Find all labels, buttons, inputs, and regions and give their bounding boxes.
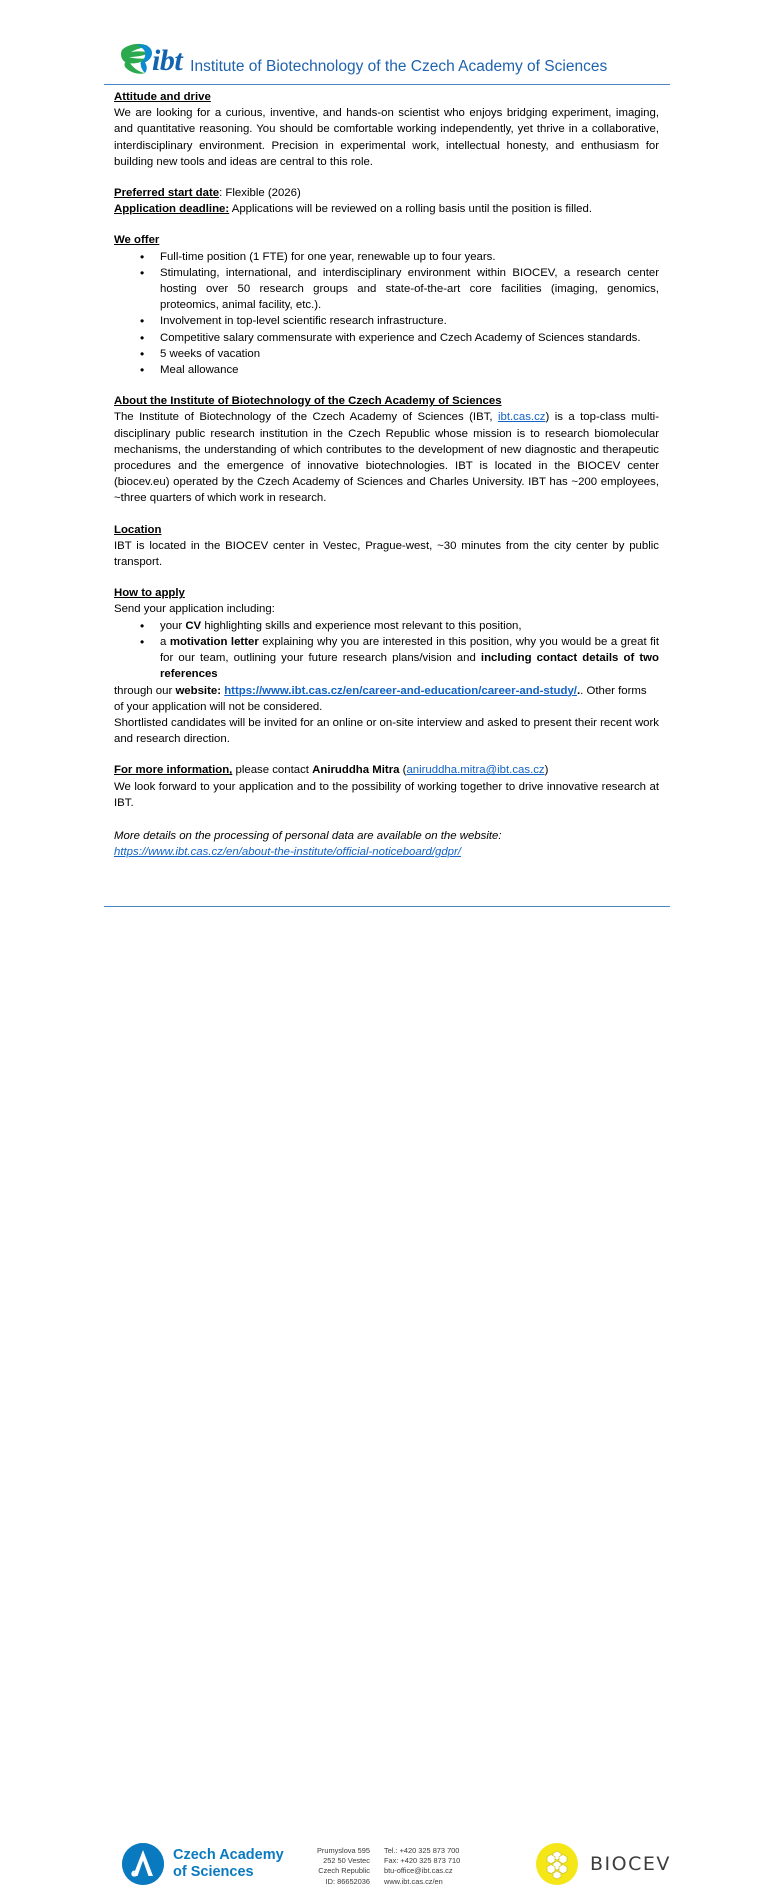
cv-bullet-bold: CV [185,619,202,632]
contact-line-tel: Tel.: +420 325 873 700 [384,1846,460,1855]
motivation-bullet-bold-2: including contact details of two references [160,652,659,681]
address-line: Czech Republic [318,1866,370,1876]
address-line: Prumyslova 595 [317,1846,370,1855]
heading-about-institute: About the Institute of Biotechnology of the Czech Academy of Sciences [114,395,502,408]
paragraph-gdpr-note: More details on the processing of personal data are available on the website: [114,829,502,842]
spacer [114,747,659,762]
cas-wordmark [173,1847,284,1881]
contact-line-fax: Fax: +420 325 873 710 [384,1856,461,1866]
paragraph-shortlisted: Shortlisted candidates will be invited for an online or on-site interview and asked to present their recent work and research direction. [114,716,659,746]
paragraph-through-website [114,683,659,715]
contact-line-email[interactable]: btu-office@ibt.cas.cz [384,1866,453,1876]
spacer [114,217,659,232]
we-offer-list [114,249,659,379]
paren-open: ( [399,764,407,777]
after-url-period: . [576,684,581,697]
header-title: Institute of Biotechnology of the Czech Academy of Sciences [190,57,608,75]
heading-we-offer: We offer [114,234,160,247]
motivation-bullet-mid: explaining why you are interested in this position, why you would be a great fit for our team, outlining your future research plans/vision and [160,635,659,665]
motivation-bullet-pre: a [160,635,170,648]
cv-bullet-post: highlighting skills and experience most relevant to this position, [201,619,522,632]
paragraph-about-body [114,409,659,506]
heading-attitude-and-drive: Attitude and drive [114,91,211,103]
preferred-start-date-line [114,185,659,201]
cas-wordmark-line-2: of Sciences [173,1864,254,1880]
heading-location: Location [114,523,162,536]
list-item: • Full-time position (1 FTE) for one year, renewable up to four years. [114,249,659,265]
footer-address-block [308,1846,460,1887]
how-to-apply-list [114,618,659,683]
czech-academy-of-sciences-logo [122,1843,284,1885]
link-career-and-study[interactable]: https://www.ibt.cas.cz/en/career-and-education/career-and-study/ [224,684,577,697]
paragraph-closing: We look forward to your application and to the possibility of working together to drive innovative research at IBT. [114,780,659,809]
ibt-wordmark: ibt [152,44,183,77]
paragraph-attitude-body: We are looking for a curious, inventive, and hands-on scientist who enjoys bridging experiment, imaging, and quantitative reasoning. You should be comfortable working independently, yet thrive in a collaborative, interdisciplinary environment. Precision in experimental work, intellectual honesty, and enthusiasm for building new tools and ideas are central to this role. [114,107,659,168]
list-item: • Stimulating, international, and interdisciplinary environment within BIOCEV, a research center hosting over 50 research groups and state-of-the-art core facilities (imaging, genomics, proteomics, animal facility, etc.). [114,265,659,314]
preferred-start-date-label: Preferred start date [114,187,220,200]
page-footer [0,918,772,1886]
after-url-text: . Other forms of your application will not be considered. [114,684,647,713]
biocev-emblem-icon [536,1843,578,1885]
website-label: website: [175,684,222,697]
spacer [114,570,659,585]
footer-contact-column [384,1846,460,1887]
cas-emblem-icon [122,1843,164,1885]
application-deadline-label: Application deadline: [114,203,230,216]
address-line: 252 50 Vestec [323,1856,370,1866]
biocev-wordmark: BIOCEV [590,1853,671,1875]
spacer [114,170,659,185]
preferred-start-date-colon: : [219,187,223,200]
more-information-mid: please contact [232,764,313,777]
application-deadline-line [114,201,659,217]
more-information-label: For more information, [114,764,233,777]
spacer [114,811,659,828]
footer-divider [104,906,670,907]
cv-bullet-pre: your [160,619,186,632]
spacer [114,507,659,522]
address-line: ID: 86652036 [325,1876,370,1886]
preferred-start-date-value: Flexible (2026) [222,187,301,200]
about-text-part-1: The Institute of Biotechnology of the Czech Academy of Sciences (IBT, [114,411,498,424]
list-item [114,618,659,634]
page-header [0,0,772,86]
paragraph-send-application-intro: Send your application including: [114,603,275,616]
link-ibt-cas-cz[interactable]: ibt.cas.cz [497,411,546,424]
paren-close: ) [544,764,549,777]
list-item [114,634,659,683]
link-gdpr[interactable]: https://www.ibt.cas.cz/en/about-the-institute/official-noticeboard/gdpr/ [114,846,461,859]
document-body [114,89,659,860]
biocev-logo [536,1843,671,1885]
header-divider [104,84,670,85]
contact-line-web[interactable]: www.ibt.cas.cz/en [384,1876,443,1886]
list-item: • Competitive salary commensurate with experience and Czech Academy of Sciences standards. [114,330,659,346]
through-our-text: through our [114,684,176,697]
paragraph-location-body: IBT is located in the BIOCEV center in Vestec, Prague-west, ~30 minutes from the city center by public transport. [114,539,659,569]
link-contact-email[interactable]: aniruddha.mitra@ibt.cas.cz [406,764,545,777]
about-text-part-2: ) is a top-class multi-disciplinary public research institution in the Czech Republic whose mission is to research biomolecular mechanisms, the understanding of which contributes to the development of new diagnostic and therapeutic procedures and the emergence of innovative biotechnologies. IBT is located in the BIOCEV center (biocev.eu) operated by the Czech Academy of Sciences and Charles University. IBT has ~200 employees, ~three quarters of which work in research. [114,411,659,505]
cas-wordmark-line-1: Czech Academy [173,1847,284,1863]
motivation-bullet-bold: motivation letter [169,635,259,648]
paragraph-more-information [114,762,659,778]
paragraph-gdpr-link [114,844,659,860]
list-item: • Involvement in top-level scientific research infrastructure. [114,313,659,329]
spacer [114,378,659,393]
list-item: • 5 weeks of vacation [114,346,659,362]
footer-address-column [308,1846,370,1887]
header-branding [118,40,607,78]
contact-person-name: Aniruddha Mitra [312,764,400,777]
list-item: • Meal allowance [114,362,659,378]
application-deadline-value: Applications will be reviewed on a rolling basis until the position is filled. [229,203,592,216]
ibt-leaf-logo-icon [118,40,160,78]
heading-how-to-apply: How to apply [114,587,185,600]
